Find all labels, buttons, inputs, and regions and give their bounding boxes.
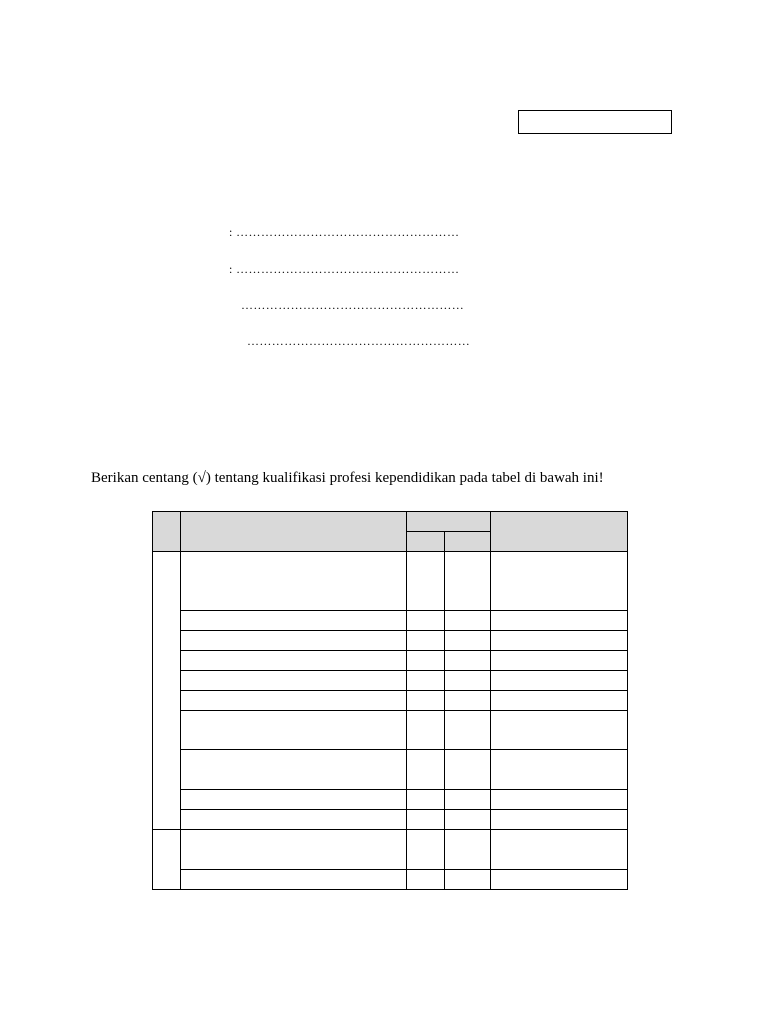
notes-cell	[491, 830, 628, 870]
table-row	[153, 611, 628, 631]
header-check-yes-cell	[407, 532, 445, 552]
table-row	[153, 552, 628, 611]
form-field-2	[229, 262, 459, 277]
item-cell	[181, 611, 407, 631]
instruction-text: Berikan centang (√) tentang kualifikasi profesi kependidikan pada tabel di bawah ini!	[91, 470, 604, 486]
check-cell[interactable]	[445, 790, 491, 810]
item-cell	[181, 691, 407, 711]
check-cell[interactable]	[445, 651, 491, 671]
check-cell[interactable]	[407, 552, 445, 611]
header-number-cell	[153, 512, 181, 552]
item-cell	[181, 790, 407, 810]
field-dots: ………………………………………………	[236, 225, 460, 239]
qualification-table	[152, 511, 628, 890]
header-check-no-cell	[445, 532, 491, 552]
check-cell[interactable]	[407, 631, 445, 651]
check-cell[interactable]	[445, 711, 491, 750]
code-box	[518, 110, 672, 134]
check-cell[interactable]	[407, 671, 445, 691]
table-row	[153, 651, 628, 671]
notes-cell	[491, 631, 628, 651]
check-cell[interactable]	[407, 870, 445, 890]
group-number-cell	[153, 552, 181, 830]
notes-cell	[491, 651, 628, 671]
field-dots: ………………………………………………	[236, 262, 460, 276]
check-cell[interactable]	[407, 691, 445, 711]
check-cell[interactable]	[445, 870, 491, 890]
check-cell[interactable]	[445, 671, 491, 691]
notes-cell	[491, 790, 628, 810]
field-colon: :	[229, 225, 237, 239]
item-cell	[181, 651, 407, 671]
notes-cell	[491, 552, 628, 611]
item-cell	[181, 552, 407, 611]
table-row	[153, 671, 628, 691]
header-notes-cell	[491, 512, 628, 552]
table-row	[153, 631, 628, 651]
item-cell	[181, 631, 407, 651]
check-cell[interactable]	[407, 810, 445, 830]
table-row	[153, 711, 628, 750]
notes-cell	[491, 711, 628, 750]
item-cell	[181, 671, 407, 691]
header-component-cell	[181, 512, 407, 552]
field-dots: ………………………………………………	[247, 334, 471, 348]
item-cell	[181, 711, 407, 750]
field-dots: ………………………………………………	[241, 298, 465, 312]
check-cell[interactable]	[445, 750, 491, 790]
check-cell[interactable]	[407, 711, 445, 750]
notes-cell	[491, 611, 628, 631]
check-cell[interactable]	[407, 750, 445, 790]
group-number-cell	[153, 830, 181, 890]
field-colon: :	[229, 262, 237, 276]
check-cell[interactable]	[445, 810, 491, 830]
table-row	[153, 691, 628, 711]
table-row	[153, 750, 628, 790]
check-cell[interactable]	[445, 691, 491, 711]
form-field-4	[247, 334, 470, 349]
check-cell[interactable]	[407, 611, 445, 631]
notes-cell	[491, 691, 628, 711]
check-cell[interactable]	[445, 611, 491, 631]
check-cell[interactable]	[407, 651, 445, 671]
table-row	[153, 790, 628, 810]
notes-cell	[491, 870, 628, 890]
check-cell[interactable]	[445, 631, 491, 651]
form-field-3	[241, 298, 464, 313]
notes-cell	[491, 810, 628, 830]
notes-cell	[491, 750, 628, 790]
item-cell	[181, 830, 407, 870]
table-row	[153, 830, 628, 870]
item-cell	[181, 750, 407, 790]
check-cell[interactable]	[445, 552, 491, 611]
check-cell[interactable]	[407, 830, 445, 870]
header-check-group-cell	[407, 512, 491, 532]
item-cell	[181, 810, 407, 830]
table-row	[153, 810, 628, 830]
check-cell[interactable]	[407, 790, 445, 810]
item-cell	[181, 870, 407, 890]
table-row	[153, 870, 628, 890]
notes-cell	[491, 671, 628, 691]
check-cell[interactable]	[445, 830, 491, 870]
form-field-1	[229, 225, 459, 240]
